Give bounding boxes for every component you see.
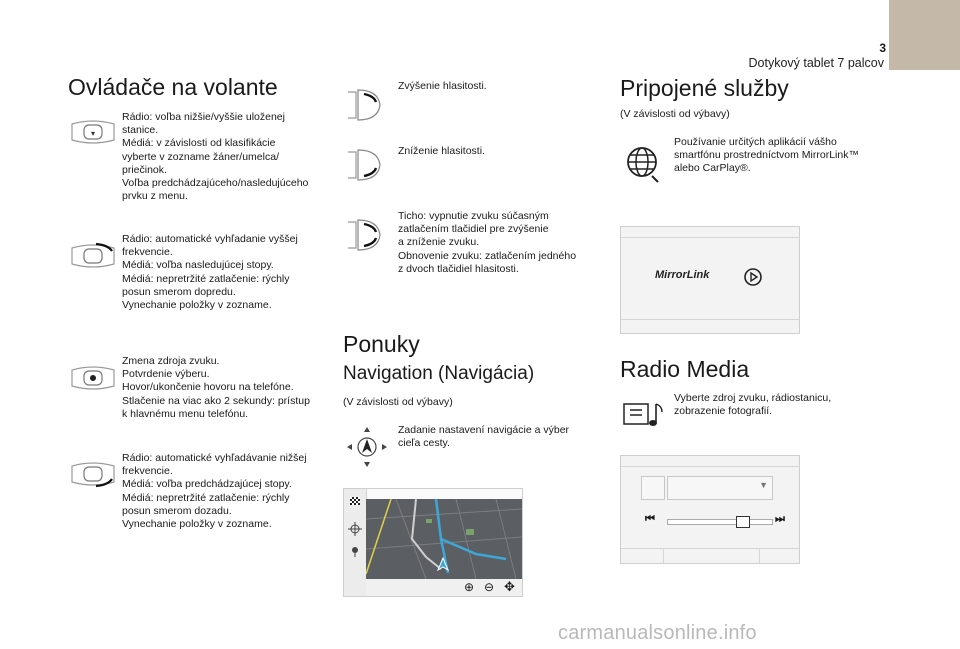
map-area [366, 499, 522, 579]
connected-services-text: Používanie určitých aplikácií vášho smartfónu prostredníctvom MirrorLink™ alebo CarPlay®. [674, 136, 859, 175]
vehicle-position-icon [436, 557, 450, 571]
volume-up-text: Zvýšenie hlasitosti. [398, 80, 487, 92]
mute-text: Ticho: vypnutie zvuku súčasným zatlačením tlačidiel pre zvýšenie a zníženie zvuku. Obnovenie zvuku: zatlačením jedného z dvoch tlačidiel hlasitosti. [398, 210, 577, 275]
volume-down-text: Zníženie hlasitosti. [398, 145, 485, 157]
radio-media-screen [620, 455, 800, 564]
chevron-down-icon: ▼ [759, 480, 768, 490]
steering-item-1-text: Rádio: voľba nižšie/vyššie uloženej stanice. Médiá: v závislosti od klasifikácie vyberte v zozname žáner/umelca/ priečinok. Voľba predchádzajúceho/nasledujúceho prvku z menu. [122, 111, 309, 203]
radio-media-icon [622, 400, 666, 430]
crosshair-icon [348, 522, 362, 536]
flag-icon [350, 497, 360, 505]
zoom-in-icon[interactable]: ⊕ [464, 580, 475, 594]
steering-control-icon [70, 364, 116, 392]
mute-control-icon [344, 218, 384, 252]
map-toolbar [366, 579, 522, 596]
section-title-connected-services: Pripojené služby [620, 75, 789, 101]
carplay-icon[interactable] [743, 267, 763, 287]
steering-control-icon [70, 242, 116, 270]
steering-item-4-text: Rádio: automatické vyhľadávanie nižšej frekvencie. Médiá: voľba predchádzajúcej stopy. Médiá: nepretržité zatlačenie: rýchly posun smerom dozadu. Vynechanie položky v zozname. [122, 452, 307, 531]
page-number: 3 [879, 41, 886, 55]
section-title-menus: Ponuky [343, 331, 420, 357]
page-tab [889, 0, 960, 70]
watermark: carmanualsonline.info [558, 622, 757, 644]
navigation-text: Zadanie nastavení navigácie a výber cieľa cesty. [398, 424, 570, 450]
radio-media-text: Vyberte zdroj zvuku, rádiostanicu, zobrazenie fotografií. [674, 392, 832, 418]
section-title-radio-media: Radio Media [620, 356, 750, 382]
connected-services-note: (V závislosti od výbavy) [620, 108, 730, 120]
steering-item-2-text: Rádio: automatické vyhľadanie vyššej frekvencie. Médiá: voľba nasledujúcej stopy. Médiá: nepretržité zatlačenie: rýchly posun smerom dopredu. Vynechanie položky v zozname. [122, 233, 298, 312]
source-select[interactable] [667, 476, 773, 500]
section-title-steering: Ovládače na volante [68, 74, 278, 100]
navigation-icon [345, 425, 389, 469]
navigation-note: (V závislosti od výbavy) [343, 396, 453, 408]
svg-text:▾: ▾ [90, 129, 96, 138]
progress-slider[interactable] [667, 519, 773, 525]
section-title-navigation: Navigation (Navigácia) [343, 363, 535, 384]
volume-down-control-icon [344, 148, 384, 182]
steering-item-3-text: Zmena zdroja zvuku. Potvrdenie výberu. Hovor/ukončenie hovoru na telefóne. Stlačenie na viac ako 2 sekundy: prístup k hlavnému menu telefónu. [122, 355, 310, 420]
map-move-icon[interactable]: ✥ [504, 579, 515, 594]
connected-services-screen [620, 226, 800, 334]
navigation-screen [343, 488, 523, 597]
steering-control-icon [70, 118, 116, 146]
volume-up-control-icon [344, 88, 384, 122]
connected-services-icon [620, 140, 664, 184]
mirrorlink-button[interactable]: MirrorLink [655, 269, 710, 281]
source-thumbnail[interactable] [641, 476, 665, 500]
previous-track-icon[interactable]: ⏮ [645, 513, 655, 525]
steering-control-icon [70, 460, 116, 488]
next-track-icon[interactable]: ⏭ [775, 513, 785, 525]
nav-sidebar [344, 489, 367, 596]
poi-icon [349, 544, 361, 556]
zoom-out-icon[interactable]: ⊖ [484, 580, 495, 594]
running-head: Dotykový tablet 7 palcov [748, 56, 884, 70]
slider-handle[interactable] [736, 516, 750, 528]
